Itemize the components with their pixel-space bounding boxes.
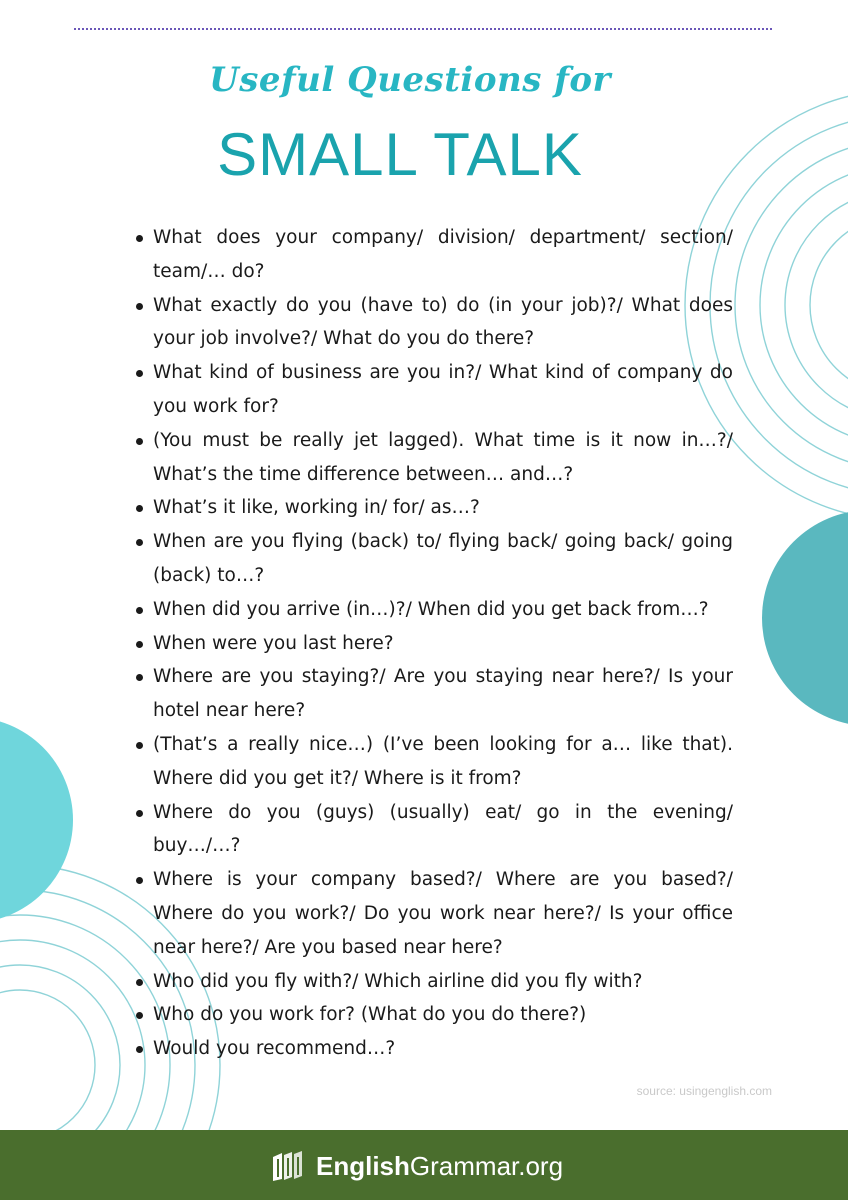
list-item — [130, 221, 733, 289]
question-text: (That’s a really nice…) (I’ve been looking for a… like that). Where did you get it?/ Where is it from? — [153, 733, 733, 789]
list-item — [130, 289, 733, 357]
right-teal-circle — [762, 510, 848, 726]
question-text: What exactly do you (have to) do (in your job)?/ What does your job involve?/ What do you do there? — [153, 294, 733, 350]
brand-name-bold: English — [316, 1150, 410, 1181]
question-text: Who did you fly with?/ Which airline did you fly with? — [153, 970, 643, 992]
bullet-icon — [136, 607, 143, 614]
question-text: When are you flying (back) to/ flying back/ going back/ going (back) to…? — [153, 531, 733, 586]
bullet-icon — [136, 1012, 143, 1019]
list-item — [130, 660, 733, 728]
brand-name-rest: Grammar.org — [409, 1150, 564, 1181]
bullet-icon — [136, 539, 143, 546]
footer-bar — [0, 1130, 848, 1200]
question-text: What does your company/ division/ department/ section/ team/… do? — [153, 227, 733, 282]
question-text: When were you last here? — [153, 632, 394, 654]
bullet-icon — [136, 810, 143, 817]
question-text: What’s it like, working in/ for/ as…? — [153, 497, 480, 519]
bullet-icon — [136, 303, 143, 310]
question-text: What kind of business are you in?/ What kind of company do you work for? — [153, 362, 733, 417]
list-item — [130, 627, 733, 661]
list-item — [130, 491, 733, 525]
left-teal-circle — [0, 717, 73, 923]
bullet-icon — [136, 370, 143, 377]
book-pages-icon — [270, 1149, 310, 1183]
question-text: Who do you work for? (What do you do there?) — [153, 1004, 587, 1026]
question-text: Would you recommend…? — [153, 1038, 396, 1060]
list-item — [130, 965, 733, 999]
bullet-icon — [136, 742, 143, 749]
top-dotted-divider — [74, 28, 772, 30]
bullet-icon — [136, 641, 143, 648]
question-text: Where is your company based?/ Where are you based?/ Where do you work?/ Do you work near here?/ Is your office near here?/ Are you based near here? — [153, 869, 733, 958]
list-item — [130, 356, 733, 424]
list-item — [130, 863, 733, 964]
bullet-icon — [136, 235, 143, 242]
source-credit: source: usingenglish.com — [636, 1084, 772, 1098]
bullet-icon — [136, 979, 143, 986]
list-item — [130, 424, 733, 492]
bullet-icon — [136, 877, 143, 884]
question-text: Where do you (guys) (usually) eat/ go in the evening/ buy…/…? — [153, 801, 733, 857]
page-title: SMALL TALK — [217, 121, 583, 188]
list-item — [130, 728, 733, 796]
question-text: When did you arrive (in…)?/ When did you get back from…? — [153, 598, 709, 620]
bullet-icon — [136, 505, 143, 512]
question-text: (You must be really jet lagged). What time is it now in…?/ What’s the time difference between… and…? — [153, 429, 733, 485]
question-text: Where are you staying?/ Are you staying near here?/ Is your hotel near here? — [153, 666, 733, 722]
title-script: Useful Questions for — [209, 60, 611, 100]
list-item — [130, 593, 733, 627]
list-item — [130, 796, 733, 864]
brand-link[interactable] — [270, 1148, 563, 1184]
list-item — [130, 1032, 733, 1066]
bullet-icon — [136, 674, 143, 681]
bullet-icon — [136, 438, 143, 445]
bullet-icon — [136, 1046, 143, 1053]
list-item — [130, 525, 733, 593]
list-item — [130, 998, 733, 1032]
question-list — [130, 221, 733, 1066]
